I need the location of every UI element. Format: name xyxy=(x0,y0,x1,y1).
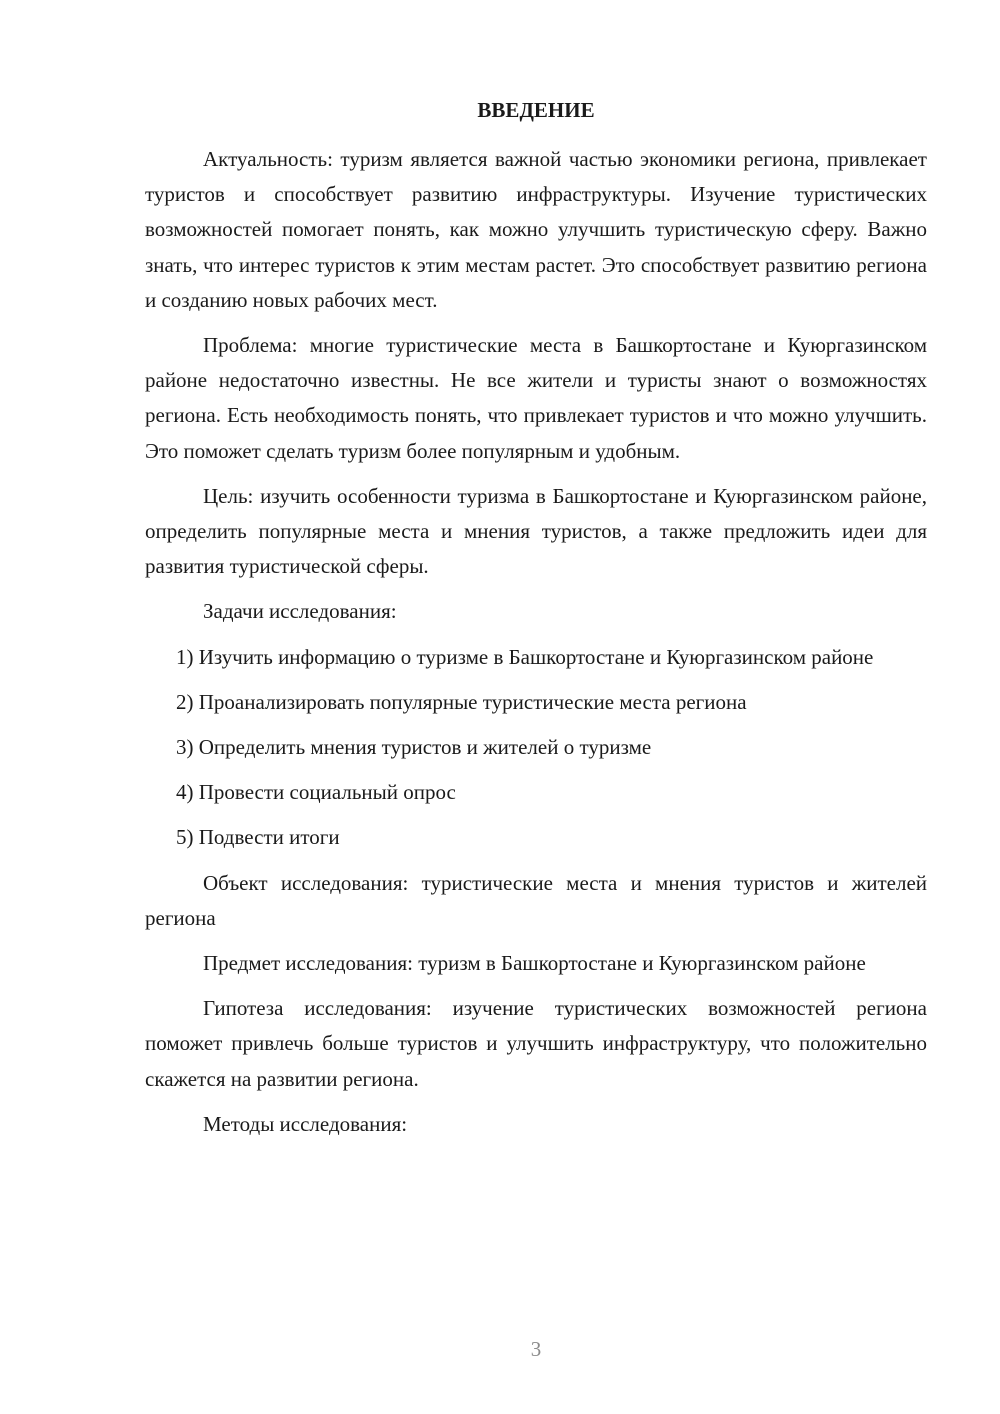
paragraph-problem: Проблема: многие туристические места в Башкортостане и Куюргазинском районе недостаточно известны. Не все жители и туристы знают о возможностях региона. Есть необходимость понять, что привлекает туристов и что можно улучшить. Это поможет сделать туризм более популярным и удобным. xyxy=(145,333,927,463)
task-item-1: 1) Изучить информацию о туризме в Башкортостане и Куюргазинском районе xyxy=(176,644,874,669)
paragraph-goal: Цель: изучить особенности туризма в Башкортостане и Куюргазинском районе, определить популярные места и мнения туристов, а также предложить идеи для развития туристической сферы. xyxy=(145,483,927,579)
task-item-5: 5) Подвести итоги xyxy=(176,825,340,850)
paragraph-tasks-heading: Задачи исследования: xyxy=(203,599,397,624)
paragraph-relevance: Актуальность: туризм является важной частью экономики региона, привлекает туристов и способствует развитию инфраструктуры. Изучение туристических возможностей помогает понять, как можно улучшить туристическую сферу. Важно знать, что интерес туристов к этим местам растет. Это способствует развитию региона и созданию новых рабочих мест. xyxy=(145,147,927,312)
task-item-3: 3) Определить мнения туристов и жителей о туризме xyxy=(176,735,652,760)
task-item-4: 4) Провести социальный опрос xyxy=(176,780,456,805)
paragraph-hypothesis: Гипотеза исследования: изучение туристических возможностей региона поможет привлечь больше туристов и улучшить инфраструктуру, что положительно скажется на развитии региона. xyxy=(145,996,927,1091)
document-body xyxy=(145,142,927,1152)
paragraph-subject: Предмет исследования: туризм в Башкортостане и Куюргазинском районе xyxy=(203,951,866,976)
page-title: ВВЕДЕНИЕ xyxy=(477,98,595,122)
task-item-2: 2) Проанализировать популярные туристические места региона xyxy=(176,689,747,714)
page-number: 3 xyxy=(530,1337,542,1361)
paragraph-methods: Методы исследования: xyxy=(203,1111,408,1136)
paragraph-object: Объект исследования: туристические места и мнения туристов и жителей региона xyxy=(145,870,927,930)
